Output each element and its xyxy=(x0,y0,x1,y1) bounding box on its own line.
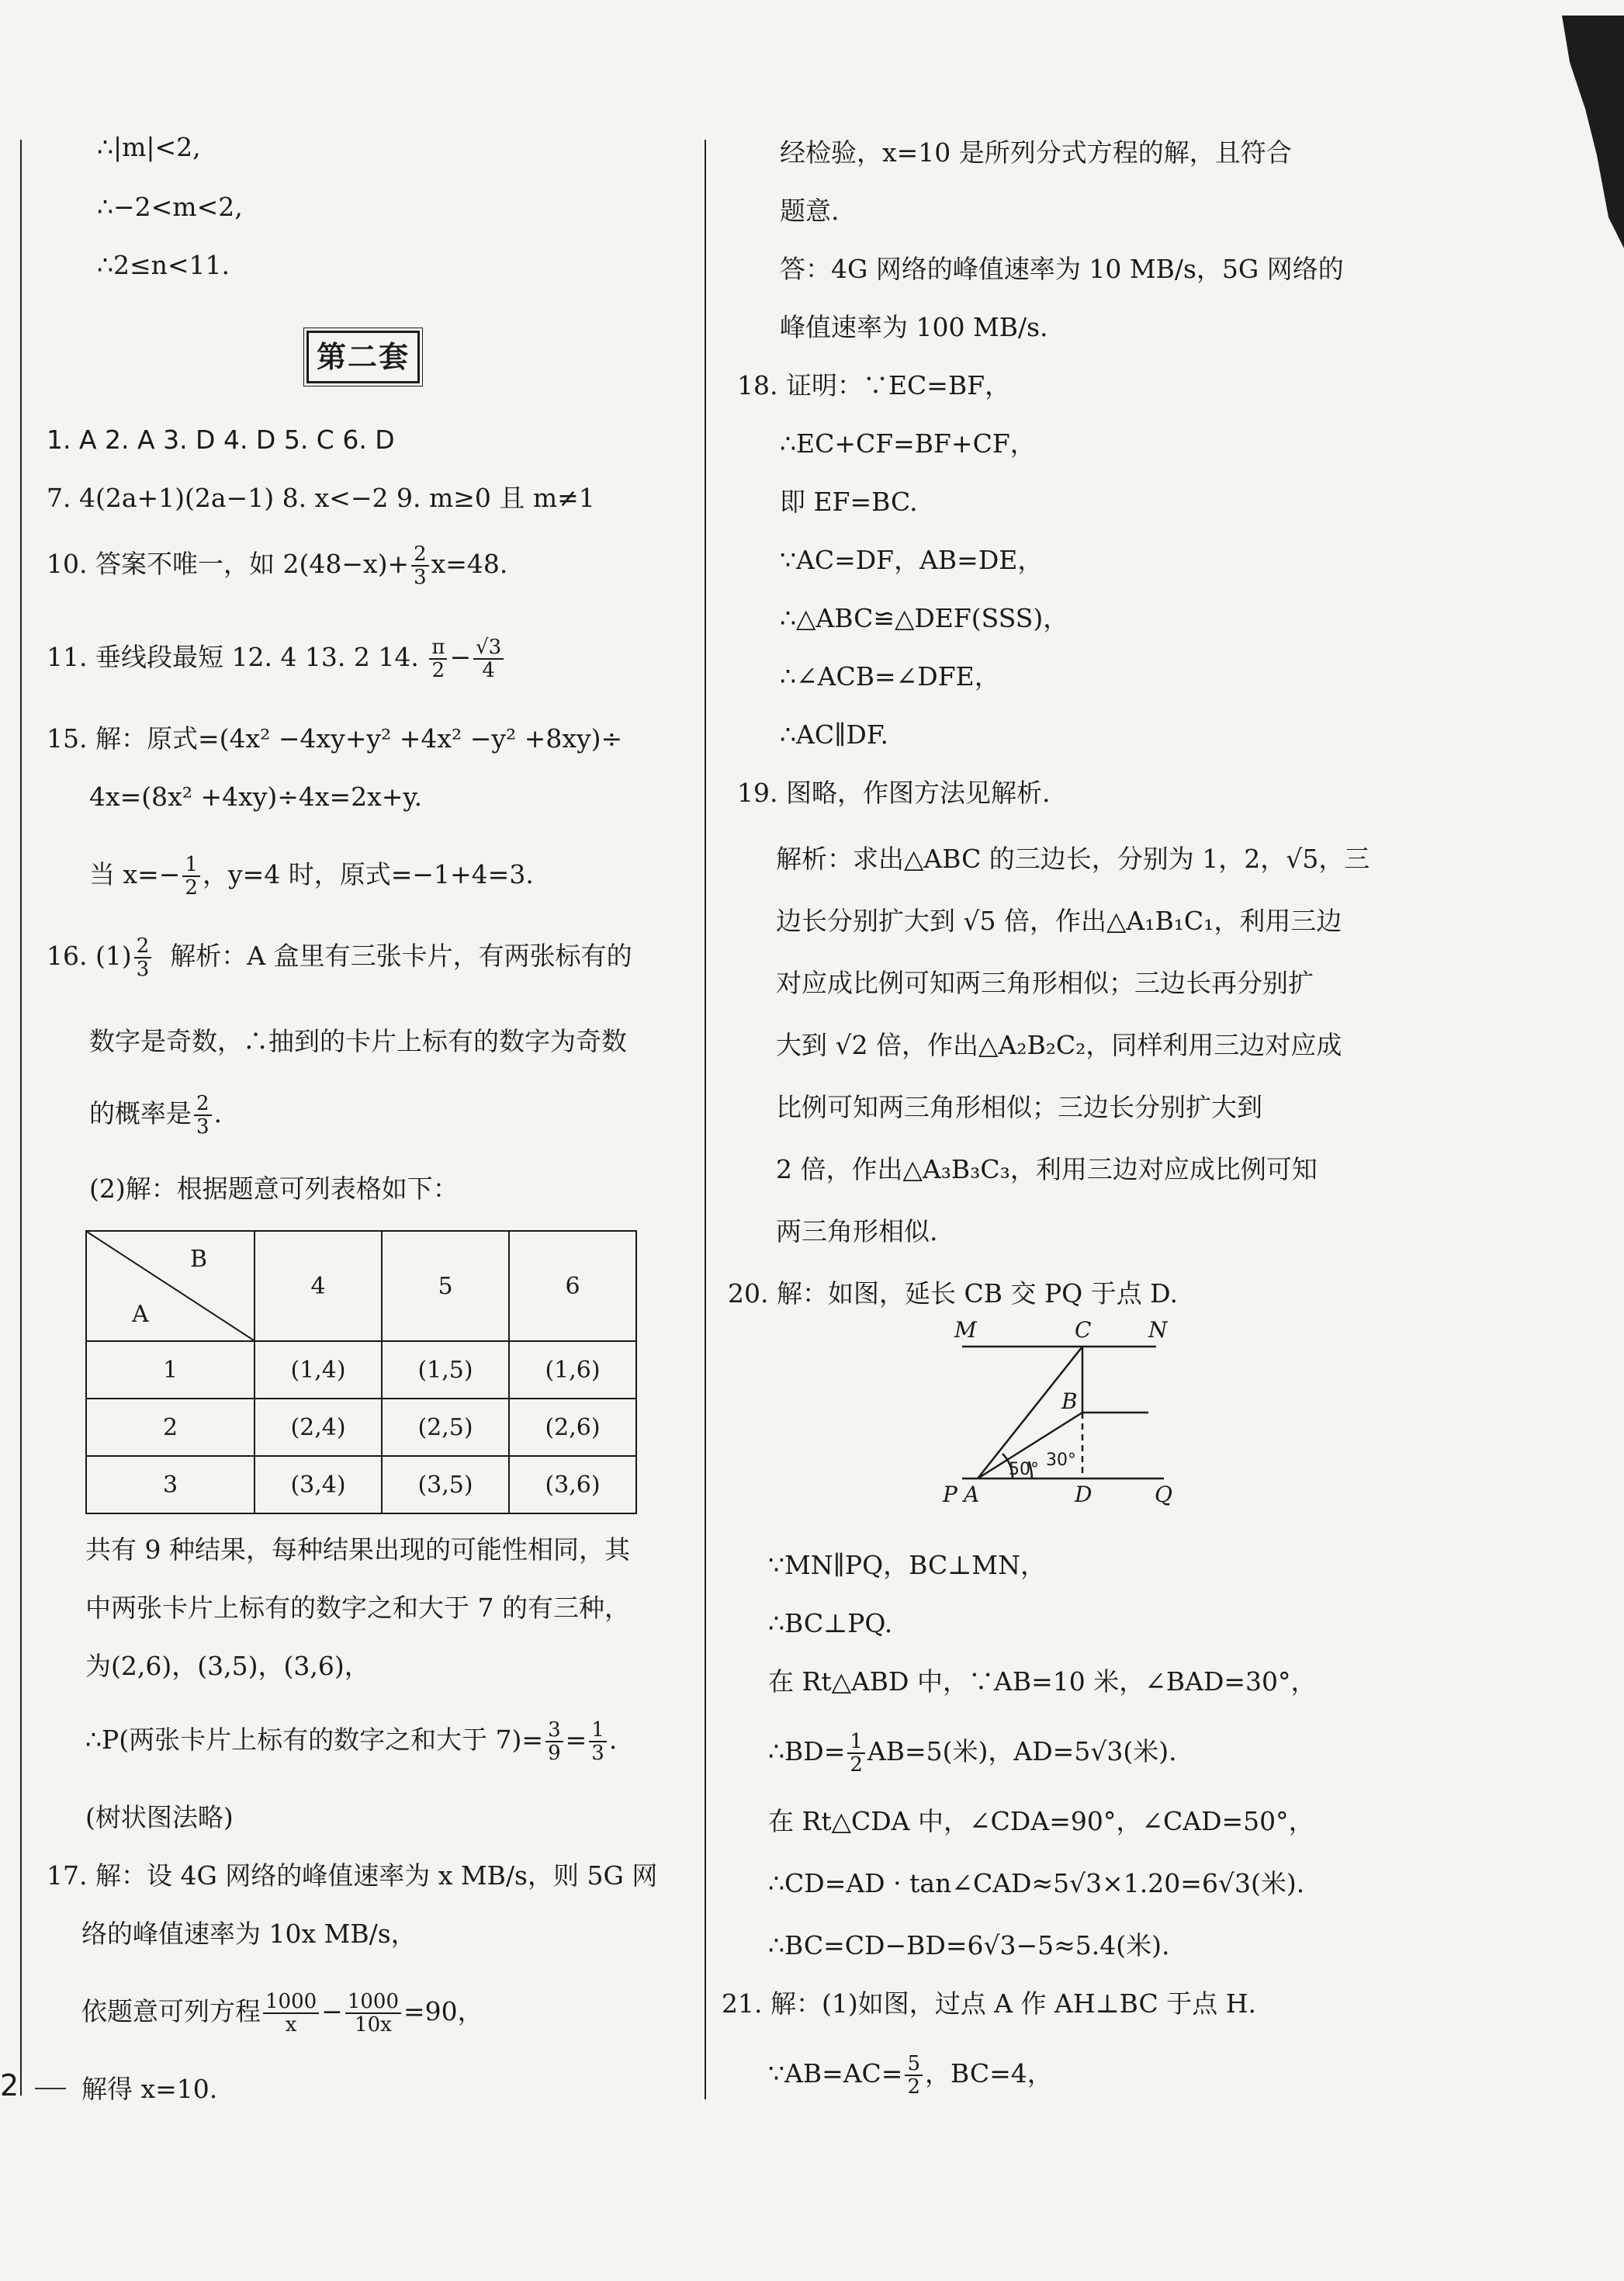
numerator: 2 xyxy=(194,1093,212,1116)
text-line: ∴BC⊥PQ. xyxy=(768,1608,893,1638)
fraction xyxy=(905,2053,923,2098)
text: 依题意可列方程 xyxy=(81,1996,261,2026)
probability-table xyxy=(85,1230,637,1514)
text-line: ∵AC=DF，AB=DE， xyxy=(780,545,1044,575)
label-p: P xyxy=(943,1482,957,1506)
table-row xyxy=(86,1341,636,1399)
text-line xyxy=(768,1731,1177,1776)
label-q: Q xyxy=(1155,1482,1172,1506)
answer-line: 11. 垂线段最短 12. 4 13. 2 14. $\frac{\pi}{2}$ − $\frac{√3}{4}$ xyxy=(47,636,506,681)
text-line: 15. 解：原式=(4x² −4xy+y² +4x² −y² +8xy)÷ xyxy=(47,723,623,754)
row-header: 1 xyxy=(86,1341,255,1399)
page-number: 2 xyxy=(0,2068,19,2102)
text-line: 即 EF=BC. xyxy=(780,487,918,517)
text: − xyxy=(321,1996,343,2026)
diagonal-line xyxy=(87,1232,254,1340)
fraction xyxy=(589,1719,607,1764)
denominator: 4 xyxy=(482,659,495,682)
table-cell: (3,4) xyxy=(255,1456,382,1513)
text-line: ∴△ABC≌△DEF(SSS)， xyxy=(780,603,1069,633)
text-line xyxy=(85,1719,617,1764)
column-header: 4 xyxy=(255,1231,382,1341)
text: ∵AB=AC= xyxy=(768,2058,903,2089)
text: = xyxy=(565,1725,587,1755)
denominator: 3 xyxy=(414,566,427,589)
denominator: 3 xyxy=(591,1742,604,1765)
text-line: 比例可知两三角形相似；三边长分别扩大到 xyxy=(776,1092,1262,1122)
text-line: ∵MN∥PQ，BC⊥MN， xyxy=(768,1550,1046,1580)
text: ，BC=4， xyxy=(925,2058,1053,2089)
geometry-figure xyxy=(931,1312,1187,1506)
fraction xyxy=(345,1991,401,2036)
text-line: ∴2≤n<11. xyxy=(97,250,230,280)
text-line: 峰值速率为 100 MB/s. xyxy=(780,312,1048,342)
text-line: 经检验，x=10 是所列分式方程的解，且符合 xyxy=(780,137,1292,168)
denominator: 10x xyxy=(355,2013,392,2037)
text-line: 21. 解：(1)如图，过点 A 作 AH⊥BC 于点 H. xyxy=(722,1988,1257,2019)
text-line: 中两张卡片上标有的数字之和大于 7 的有三种， xyxy=(85,1593,630,1623)
text: ∴P(两张卡片上标有的数字之和大于 7)= xyxy=(85,1725,544,1755)
text-line: ∴AC∥DF. xyxy=(780,719,889,750)
text: 解析：A 盒里有三张卡片，有两张标有的 xyxy=(170,941,632,971)
text-line: 数字是奇数，∴抽到的卡片上标有的数字为奇数 xyxy=(89,1026,627,1056)
header-b: B xyxy=(189,1246,207,1273)
text-line: 两三角形相似. xyxy=(776,1216,938,1246)
text-line: 18. 证明：∵EC=BF， xyxy=(737,370,1011,400)
text-line: 边长分别扩大到 √5 倍，作出△A₁B₁C₁，利用三边 xyxy=(776,906,1342,936)
label-d: D xyxy=(1075,1482,1092,1506)
text-line xyxy=(47,935,632,980)
text-line: 对应成比例可知两三角形相似；三边长再分别扩 xyxy=(776,968,1314,998)
text-line: ∴CD=AD · tan∠CAD≈5√3×1.20=6√3(米). xyxy=(768,1868,1305,1898)
text: =90， xyxy=(403,1996,483,2026)
table-cell: (1,4) xyxy=(255,1341,382,1399)
text: ∴BD= xyxy=(768,1736,846,1766)
angle-50-label: 50° xyxy=(1009,1460,1039,1479)
denominator: 9 xyxy=(548,1742,561,1765)
denominator: 3 xyxy=(136,958,150,981)
row-header: 2 xyxy=(86,1399,255,1456)
text: 16. (1) xyxy=(47,941,132,971)
text-line: 题意. xyxy=(780,196,840,226)
text-line: (2)解：根据题意可列表格如下： xyxy=(89,1173,459,1204)
table-row xyxy=(86,1456,636,1513)
text-line xyxy=(89,854,534,899)
text-line: 在 Rt△ABD 中，∵AB=10 米，∠BAD=30°， xyxy=(768,1666,1317,1697)
numerator: 1 xyxy=(847,1731,865,1754)
label-m: M xyxy=(954,1317,977,1343)
numerator: 3 xyxy=(545,1719,563,1742)
angle-30-label: 30° xyxy=(1046,1451,1076,1470)
numerator: 1000 xyxy=(263,1991,319,2014)
text-line: ∴BC=CD−BD=6√3−5≈5.4(米). xyxy=(768,1930,1170,1960)
table-cell: (1,5) xyxy=(382,1341,509,1399)
text: AB=5(米)，AD=5√3(米). xyxy=(867,1736,1177,1766)
row-header: 3 xyxy=(86,1456,255,1513)
text-line: 共有 9 种结果，每种结果出现的可能性相同，其 xyxy=(85,1534,630,1565)
answer-line xyxy=(47,543,507,588)
column-divider xyxy=(705,140,706,2099)
table-cell: (3,5) xyxy=(382,1456,509,1513)
text-line: 在 Rt△CDA 中，∠CDA=90°，∠CAD=50°， xyxy=(768,1806,1314,1836)
text-line: ∴−2<m<2, xyxy=(97,192,243,222)
text-line: ∴|m|<2, xyxy=(97,132,201,162)
fraction xyxy=(194,1093,212,1138)
text-line: 答：4G 网络的峰值速率为 10 MB/s，5G 网络的 xyxy=(780,254,1344,284)
table-cell: (2,6) xyxy=(509,1399,636,1456)
text: . xyxy=(608,1725,618,1755)
numerator: π xyxy=(429,636,447,660)
denominator: 2 xyxy=(907,2075,921,2099)
text-line: 19. 图略，作图方法见解析. xyxy=(737,778,1051,808)
fraction xyxy=(545,1719,563,1764)
fraction xyxy=(473,636,504,681)
numerator: √3 xyxy=(473,636,504,660)
column-header: 5 xyxy=(382,1231,509,1341)
text: 11. 垂线段最短 12. 4 13. 2 14. xyxy=(47,642,419,672)
table-cell: (2,5) xyxy=(382,1399,509,1456)
text-line: 17. 解：设 4G 网络的峰值速率为 x MB/s，则 5G 网 xyxy=(47,1860,658,1891)
label-n: N xyxy=(1148,1317,1168,1343)
text-line: 络的峰值速率为 10x MB/s， xyxy=(81,1919,417,1949)
fraction xyxy=(429,636,447,681)
label-a: A xyxy=(964,1482,980,1506)
left-margin-rule xyxy=(20,140,22,2096)
text-line xyxy=(89,1093,222,1138)
text-line: (树状图法略) xyxy=(85,1802,234,1832)
text-line: ∴EC+CF=BF+CF， xyxy=(780,428,1036,459)
text-line: 大到 √2 倍，作出△A₂B₂C₂，同样利用三边对应成 xyxy=(776,1030,1342,1060)
denominator: 2 xyxy=(185,876,198,900)
denominator: x xyxy=(285,2013,297,2037)
text-line: 4x=(8x² +4xy)÷4x=2x+y. xyxy=(89,782,423,812)
table-cell: (2,4) xyxy=(255,1399,382,1456)
numerator: 1 xyxy=(182,854,200,877)
text-line: 解得 x=10. xyxy=(81,2074,218,2104)
text-line: ∴∠ACB=∠DFE， xyxy=(780,661,1000,692)
label-c: C xyxy=(1075,1317,1092,1343)
header-a: A xyxy=(132,1301,149,1328)
column-header: 6 xyxy=(509,1231,636,1341)
fraction xyxy=(263,1991,319,2036)
table-cell: (3,6) xyxy=(509,1456,636,1513)
denominator: 2 xyxy=(431,659,445,682)
text: x=48. xyxy=(431,549,508,579)
binding-edge xyxy=(1562,16,1624,248)
set-title: 第二套 xyxy=(306,331,420,383)
text: ，y=4 时，原式=−1+4=3. xyxy=(202,859,534,889)
text-line xyxy=(768,2053,1053,2098)
text: 10. 答案不唯一，如 2(48−x)+ xyxy=(47,549,410,579)
fraction xyxy=(134,935,152,980)
numerator: 2 xyxy=(411,543,429,567)
table-cell: (1,6) xyxy=(509,1341,636,1399)
numerator: 2 xyxy=(134,935,152,959)
table-header-row xyxy=(86,1231,636,1341)
numerator: 1 xyxy=(589,1719,607,1742)
denominator: 3 xyxy=(196,1115,209,1139)
table-corner-cell xyxy=(86,1231,255,1341)
page-number-dash xyxy=(35,2088,66,2089)
fraction xyxy=(411,543,429,588)
answer-line: 1. A 2. A 3. D 4. D 5. C 6. D xyxy=(47,425,395,455)
answer-line: 7. 4(2a+1)(2a−1) 8. x<−2 9. m≥0 且 m≠1 xyxy=(47,483,595,513)
denominator: 2 xyxy=(850,1753,863,1777)
label-b: B xyxy=(1061,1388,1078,1414)
fraction xyxy=(182,854,200,899)
text: . xyxy=(213,1098,223,1128)
text-line: 20. 解：如图，延长 CB 交 PQ 于点 D. xyxy=(728,1278,1178,1309)
table-row xyxy=(86,1399,636,1456)
fraction xyxy=(847,1731,865,1776)
text-line: 为(2,6)，(3,5)，(3,6)， xyxy=(85,1651,370,1681)
text: 的概率是 xyxy=(89,1098,192,1128)
numerator: 5 xyxy=(905,2053,923,2076)
text-line: 2 倍，作出△A₃B₃C₃，利用三边对应成比例可知 xyxy=(776,1154,1318,1184)
numerator: 1000 xyxy=(345,1991,401,2014)
text-line xyxy=(81,1991,483,2036)
text: 当 x=− xyxy=(89,859,181,889)
text-line: 解析：求出△ABC 的三边长，分别为 1，2，√5，三 xyxy=(776,844,1370,874)
